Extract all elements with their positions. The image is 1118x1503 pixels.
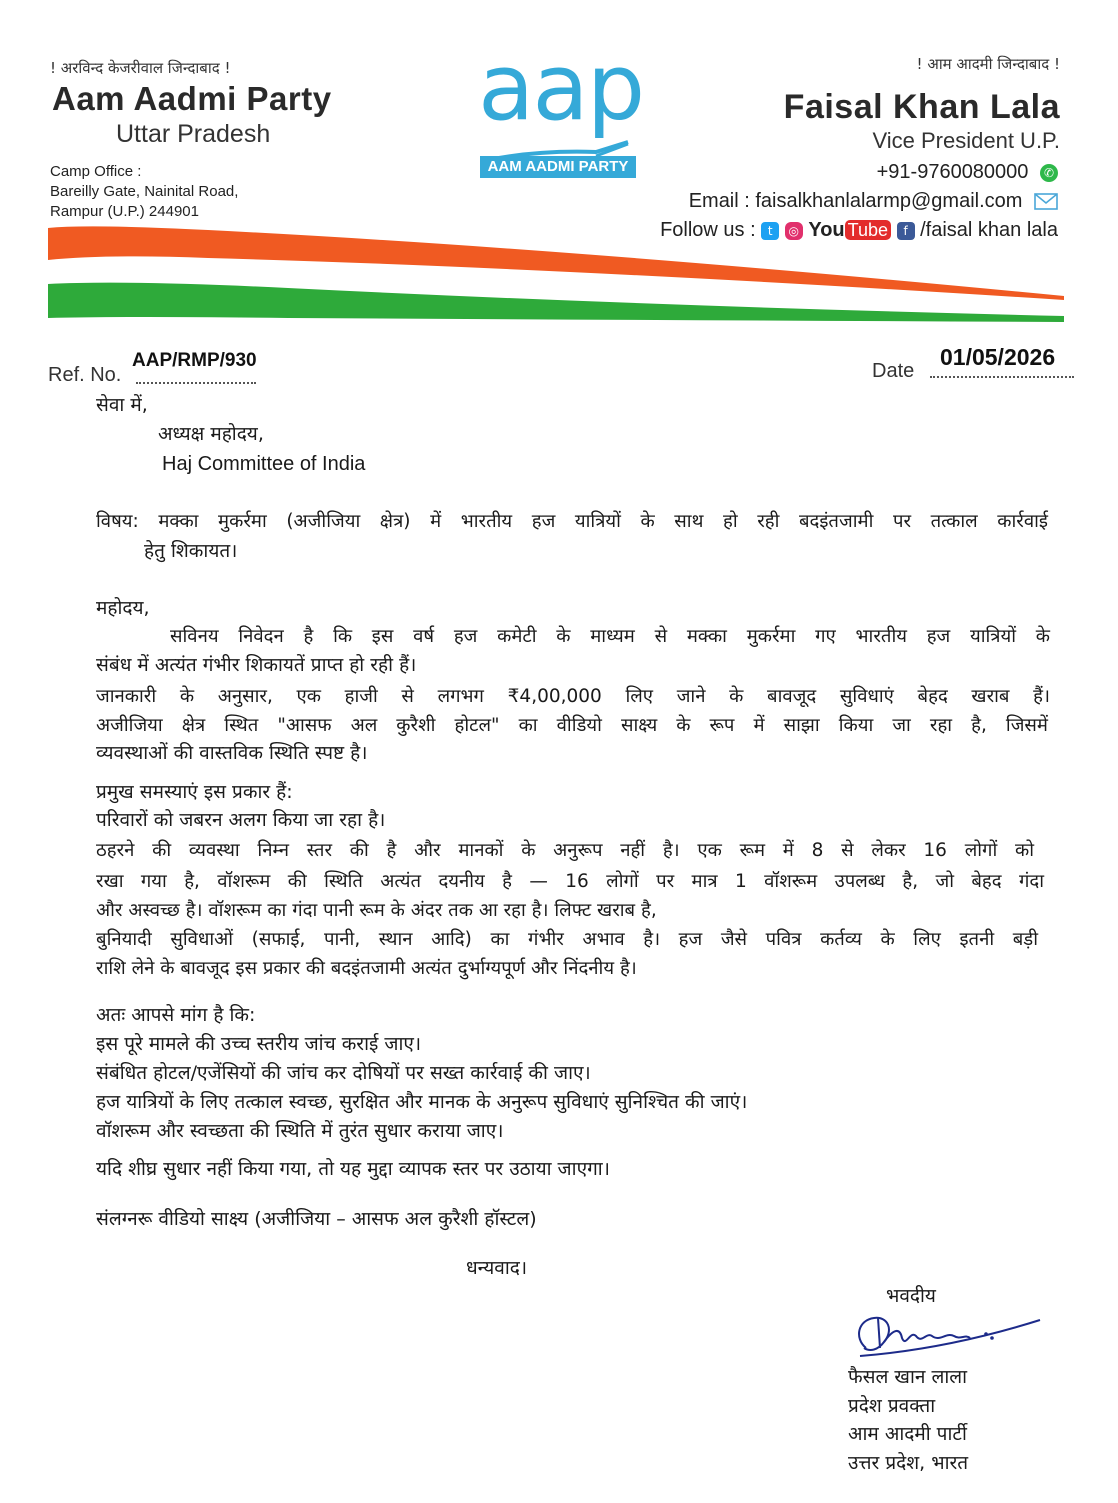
person-title: Vice President U.P. <box>872 128 1060 153</box>
logo-wordmark: aap <box>478 34 644 141</box>
subject-line1: विषय: मक्का मुकर्रमा (अजीजिया क्षेत्र) में भारतीय हज यात्रियों के साथ हो रही बदइंतजामी पर तत्काल कार्रवाई <box>96 511 1048 532</box>
salutation: महोदय, <box>96 597 150 619</box>
problem-line4: और अस्वच्छ है। वॉशरूम का गंदा पानी रूम के अंदर तक आ रहा है। लिफ्ट खराब है, <box>96 900 657 921</box>
thanks-line: धन्यवाद। <box>466 1257 528 1279</box>
signatory-name: फैसल खान लाला <box>848 1366 968 1388</box>
problem-line1: परिवारों को जबरन अलग किया जा रहा है। <box>96 809 386 831</box>
paragraph1-line2: संबंध में अत्यंत गंभीर शिकायतें प्राप्त हो रही हैं। <box>96 654 417 676</box>
left-slogan: ! अरविन्द केजरीवाल जिन्दाबाद ! <box>50 59 231 77</box>
demand-heading: अतः आपसे मांग है कि: <box>96 1004 256 1026</box>
ref-label: Ref. No. <box>48 364 122 386</box>
youtube-you: You <box>808 219 845 241</box>
email-address: Email : faisalkhanlalarmp@gmail.com <box>688 190 1023 212</box>
paragraph2-line3: व्यवस्थाओं की वास्तविक स्थिति स्पष्ट है। <box>96 742 368 764</box>
date-label: Date <box>872 360 915 382</box>
logo-band: AAM AADMI PARTY <box>480 156 636 178</box>
follow-label: Follow us : <box>660 219 756 241</box>
camp-office <box>50 162 238 222</box>
signatory-designation: प्रदेश प्रवक्ता <box>848 1395 936 1417</box>
date-value: 01/05/2026 <box>940 344 1056 370</box>
party-name: Aam Aadmi Party <box>52 80 332 117</box>
person-name: Faisal Khan Lala <box>783 88 1060 126</box>
whatsapp-icon: ✆ <box>1040 164 1058 182</box>
problem-line6: राशि लेने के बावजूद इस प्रकार की बदइंतजामी अत्यंत दुर्भाग्यपूर्ण और निंदनीय है। <box>96 958 637 979</box>
camp-office-label: Camp Office : <box>50 163 142 180</box>
address-line2: अध्यक्ष महोदय, <box>158 423 264 445</box>
instagram-icon: ◎ <box>785 222 803 240</box>
demand-line3: हज यात्रियों के लिए तत्काल स्वच्छ, सुरक्षित और मानक के अनुरूप सुविधाएं सुनिश्चित की जाएं। <box>96 1091 748 1113</box>
email-line <box>689 190 1058 213</box>
youtube-tube: Tube <box>845 220 891 240</box>
ref-number: AAP/RMP/930 <box>132 350 257 371</box>
closing: भवदीय <box>886 1285 936 1307</box>
camp-office-line1: Bareilly Gate, Nainital Road, <box>50 183 239 200</box>
facebook-icon: f <box>897 222 915 240</box>
demand-line2: संबंधित होटल/एजेंसियों की जांच कर दोषियों पर सख्त कार्रवाई की जाए। <box>96 1062 591 1084</box>
tricolor-swoosh <box>48 218 1068 328</box>
address-line1: सेवा में, <box>96 394 148 416</box>
paragraph2-line2: अजीजिया क्षेत्र स्थित "आसफ अल कुरैशी होटल" का वीडियो साक्ष्य के रूप में साझा किया जा रहा है, जिसमें <box>96 715 1048 736</box>
signatory-place: उत्तर प्रदेश, भारत <box>848 1452 969 1474</box>
demand-line1: इस पूरे मामले की उच्च स्तरीय जांच कराई जाए। <box>96 1033 422 1055</box>
subject-line2: हेतु शिकायत। <box>144 540 238 562</box>
problem-line3: रखा गया है, वॉशरूम की स्थिति अत्यंत दयनीय है — 16 लोगों पर मात्र 1 वॉशरूम उपलब्ध है, जो बेहद गंदा <box>96 871 1044 892</box>
signature-image <box>850 1308 1050 1364</box>
camp-office-line2: Rampur (U.P.) 244901 <box>50 203 199 220</box>
aap-logo <box>478 34 644 182</box>
problem-line5: बुनियादी सुविधाओं (सफाई, पानी, स्थान आदि) का गंभीर अभाव है। हज जैसे पवित्र कर्तव्य के लिए इतनी बड़ी <box>96 929 1038 950</box>
problem-line2: ठहरने की व्यवस्था निम्न स्तर की है और मानकों के अनुरूप नहीं है। एक रूम में 8 से लेकर 16 लोगों को <box>96 840 1034 861</box>
demand-line4: वॉशरूम और स्वच्छता की स्थिति में तुरंत सुधार कराया जाए। <box>96 1120 504 1142</box>
warning-line: यदि शीघ्र सुधार नहीं किया गया, तो यह मुद्दा व्यापक स्तर पर उठाया जाएगा। <box>96 1158 610 1180</box>
phone-number: +91-9760080000 <box>876 161 1029 183</box>
mail-icon <box>1034 193 1058 210</box>
party-state: Uttar Pradesh <box>116 120 271 148</box>
address-line3: Haj Committee of India <box>162 453 366 475</box>
twitter-icon: t <box>761 222 779 240</box>
enclosure-line: संलग्नरू वीडियो साक्ष्य (अजीजिया – आसफ अल कुरैशी हॉस्टल) <box>96 1208 537 1230</box>
paragraph1-line1: सविनय निवेदन है कि इस वर्ष हज कमेटी के माध्यम से मक्का मुकर्रमा गए भारतीय हज यात्रियों के <box>170 626 1050 647</box>
right-slogan: ! आम आदमी जिन्दाबाद ! <box>916 55 1060 73</box>
social-handle: /faisal khan lala <box>920 219 1058 241</box>
problems-heading: प्रमुख समस्याएं इस प्रकार हैं: <box>96 781 293 803</box>
paragraph2-line1: जानकारी के अनुसार, एक हाजी से लगभग ₹4,00,000 लिए जाने के बावजूद सुविधाएं बेहद खराब हैं। <box>96 686 1050 707</box>
signatory-party: आम आदमी पार्टी <box>848 1423 967 1445</box>
phone-line <box>877 161 1058 184</box>
